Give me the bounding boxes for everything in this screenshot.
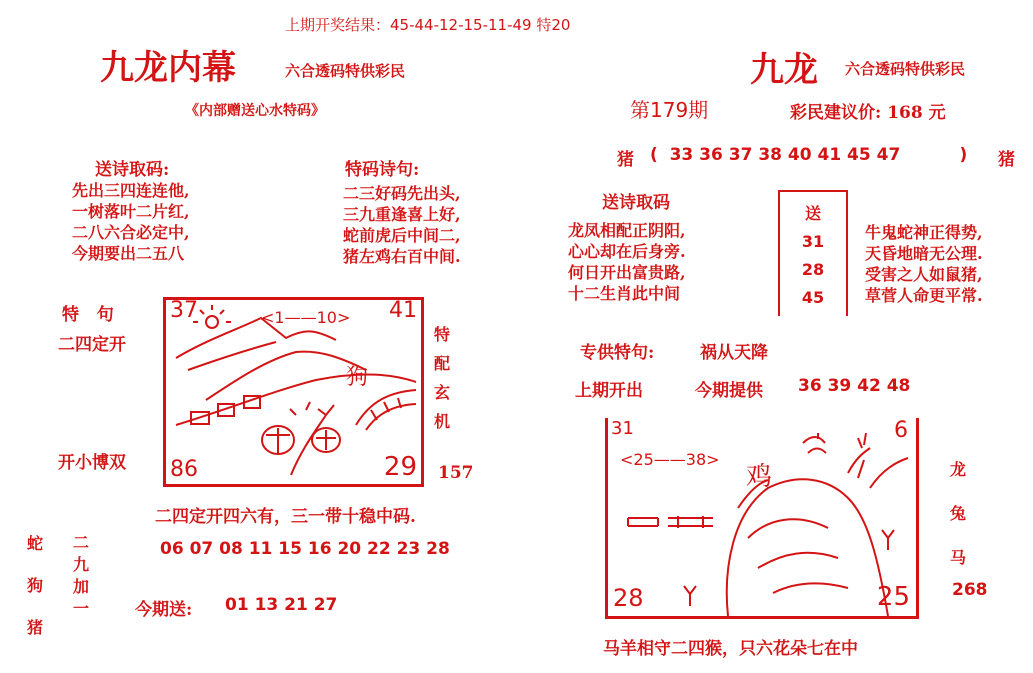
side-phrase-char: 二 xyxy=(72,533,89,552)
tejv-label: 特 句 xyxy=(62,305,114,325)
right-brand: 九龙 xyxy=(750,50,818,90)
left-right-col xyxy=(430,320,454,436)
side-phrase-char: 加 xyxy=(72,577,89,596)
left-animal: 狗 xyxy=(346,365,369,390)
left-brand: 九龙内幕 xyxy=(100,48,236,88)
left-poem-line: 二八六合必定中, xyxy=(72,223,190,242)
side-zodiac: 龙 xyxy=(949,460,966,479)
right-col-char: 配 xyxy=(433,354,450,373)
right-corner-bl: 28 xyxy=(613,584,644,612)
right-riddle-picture xyxy=(605,418,919,619)
right-side-zodiacs xyxy=(944,448,972,580)
pig-numbers: ( 33 36 37 38 40 41 45 47 ) xyxy=(650,145,968,165)
numbers-line: 06 07 08 11 15 16 20 22 23 28 xyxy=(160,539,450,559)
right-poem-line: 龙凤相配正阴阳, xyxy=(568,221,686,240)
number-157: 157 xyxy=(438,463,474,483)
special-poem-title: 特码诗句: xyxy=(345,160,420,180)
zodiac: 狗 xyxy=(26,576,43,595)
left-poem xyxy=(72,180,190,264)
left-subtitle: 《内部赠送心水特码》 xyxy=(185,103,325,119)
right-animal: 鸡 xyxy=(746,462,773,492)
right-poem-line: 何日开出富贵路, xyxy=(568,263,686,282)
summary-line: 二四定开四六有，三一带十稳中码. xyxy=(155,507,416,527)
right-jinqi-numbers: 36 39 42 48 xyxy=(798,376,911,396)
last-result: 上期开奖结果：45-44-12-15-11-49 特20 xyxy=(285,16,571,34)
right-col-char: 机 xyxy=(433,412,450,431)
right-corner-tl: 31 xyxy=(611,418,634,439)
right-jinqi-label: 今期提供 xyxy=(695,381,763,401)
right-poem-line: 十二生肖此中间 xyxy=(568,284,681,303)
right-col-char: 特 xyxy=(433,325,450,344)
send-box-label: 送 xyxy=(804,204,821,223)
left-range: <1——10> xyxy=(261,308,351,327)
left-poem-line: 先出三四连连他, xyxy=(72,181,190,200)
left-poem-line: 今期要出二五八 xyxy=(72,244,185,263)
pig-label-left: 猪 xyxy=(617,150,634,170)
left-corner-tr: 41 xyxy=(389,298,417,323)
left-poem-title: 送诗取码: xyxy=(95,160,170,180)
zhuangong-value: 祸从天降 xyxy=(700,343,768,363)
left-corner-tl: 37 xyxy=(170,298,198,323)
special-poem-line: 猪左鸡右百中间. xyxy=(343,247,461,266)
left-zodiacs xyxy=(22,523,48,649)
tejv-value: 二四定开 xyxy=(58,335,126,355)
zodiac: 蛇 xyxy=(26,534,43,553)
right-bottom-line: 马羊相守二四猴，只六花朵七在中 xyxy=(603,639,858,659)
right-side-poem-line: 受害之人如鼠猪, xyxy=(865,265,983,284)
left-jinqi-label: 今期送: xyxy=(135,600,193,620)
right-poem-line: 心心却在后身旁. xyxy=(568,242,686,261)
side-zodiac: 兔 xyxy=(949,504,966,523)
send-box-number: 31 xyxy=(801,232,825,251)
right-slogan: 六合透码特供彩民 xyxy=(845,60,966,78)
left-slogan: 六合透码特供彩民 xyxy=(285,62,406,80)
issue-number: 第179期 xyxy=(630,98,709,122)
special-poem-line: 二三好码先出头, xyxy=(343,184,461,203)
side-phrase-char: 九 xyxy=(72,555,89,574)
pig-label-right: 猪 xyxy=(998,150,1015,170)
right-side-poem-line: 天昏地暗无公理. xyxy=(865,244,983,263)
side-zodiac: 马 xyxy=(949,548,966,567)
left-corner-br: 29 xyxy=(383,452,417,482)
send-box-number: 28 xyxy=(801,260,825,279)
right-corner-br: 25 xyxy=(876,582,910,612)
zhuangong-label: 专供特句: xyxy=(580,343,655,363)
special-poem-line: 蛇前虎后中间二, xyxy=(343,226,461,245)
right-sketch xyxy=(608,418,916,616)
right-poem-title: 送诗取码 xyxy=(602,193,670,213)
right-col-char: 玄 xyxy=(433,383,450,402)
zodiac: 猪 xyxy=(26,618,43,637)
shangqi-label: 上期开出 xyxy=(575,381,643,401)
right-range: <25——38> xyxy=(620,450,720,469)
right-side-poem xyxy=(865,222,983,306)
left-jinqi-numbers: 01 13 21 27 xyxy=(225,595,338,615)
left-corner-bl: 86 xyxy=(170,457,198,482)
side-phrase-char: 一 xyxy=(72,599,89,618)
left-poem-line: 一树落叶二片红, xyxy=(72,202,190,221)
right-poem xyxy=(568,220,686,304)
right-side-poem-line: 牛鬼蛇神正得势, xyxy=(865,223,983,242)
right-corner-tr: 6 xyxy=(894,418,908,443)
price: 彩民建议价: 168 元 xyxy=(790,103,946,123)
side-phrase xyxy=(68,532,94,620)
send-box xyxy=(778,190,848,316)
left-sketch xyxy=(166,300,421,484)
left-riddle-picture xyxy=(163,297,424,487)
right-side-poem-line: 草菅人命更平常. xyxy=(865,286,983,305)
special-poem-line: 三九重逢喜上好, xyxy=(343,205,461,224)
number-268: 268 xyxy=(952,580,988,600)
kaixiao-label: 开小博双 xyxy=(58,453,126,473)
send-box-number: 45 xyxy=(801,288,825,307)
special-poem xyxy=(343,183,461,267)
